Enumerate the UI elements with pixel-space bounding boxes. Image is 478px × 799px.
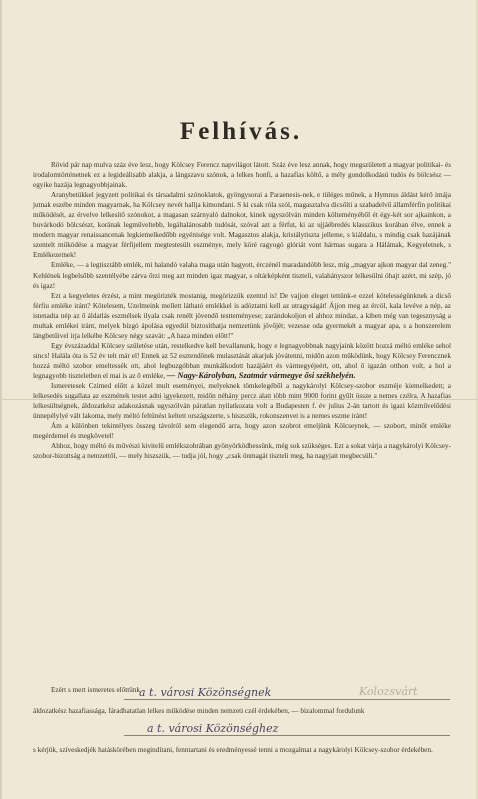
page-title: Felhívás. (179, 118, 303, 145)
paragraph-6: Ismeretesek Czimed előtt a közel mult eseményei, melyeknek tömkelegéből a nagykárolyi Kölcsey-szobor eszméje kiemelkedett; a lelkesedés sugallata az eszmének testet adni igyekezett, midőn néhány percz alatt több mint 9000 forint gyűlt össze a nemes czélra. A hazafias lelkesültségnek, áldozatkész adakozásnak ugyszólván páratlan nyilatkozata volt a Budapesten f. év julius 2-án tartott és igazi közművelődési ünnepélylyé vált lakoma, mely méltó feltünést keltett országszerte, s hiszszük, rokonszenvet is a nemes eszme iránt! (33, 382, 451, 421)
paragraph-7: Ám a különben tekintélyes összeg távolról sem elegendő arra, hogy azon szobrot emeljünk Kölcseynek, — szobort, minőt emléke megérdemel és megkövetel! (33, 422, 451, 441)
handwriting-addressee: a t. városi Közönséghez (147, 722, 279, 735)
handwriting-faint-city: Kolozsvárt (359, 685, 418, 698)
paragraph-2: Aranybetükkel jegyzett politikai és társadalmi szónoklatok, gyöngysorai a Paraenesis-nek, e tüléges műnek, a Hymnus áldást kérő imája jutnak eszébe minden magyarnak, ha Kölcsey nevét hallja kimondani. S ki csak róla szól, magasztalva dicsőíti a szabadelvű államférfin politikai működését, az érvelve lelkesítő szónokot, a magasan szárnyaló dalnokot, kinek ugyszólván minden költeményéből ét égy-két sor ajkainkon, a buvárkodó bölcsészt, korának legműveltebb, legáltalánosabb tudósát, szóval azt a férfut, ki az ujjáébredés klasszikus korában élve, ennek a modern magyar renaissancenak legkiemelkedőbb egyénisége volt. Magasztos alakja, kristálytiszta jelleme, s kiáldalu, s mindig csak hazájának szentelt működése a magyar férfijellem megtestesült eszménye, mely köré ragyogó glóriát vont hármas sugara a Hálámak, Kegyeletnek, s Emlékezetnek! (33, 191, 451, 260)
body-text (33, 160, 451, 461)
form-line-2-text: áldozatkész hazafiassága, fáradhatatlan lelkes működése minden nemzeti czél érdekében, — bizalommal fordulunk (33, 707, 365, 715)
form-line-3-underline (124, 735, 450, 736)
paragraph-3: Emléke, — a legtisztább emlék, mi halandó valaha maga után hagyott, érczénél maradandóbb lesz, míg „magyar ajkon magyar dal zeneg." Kehlének legbelsőbb szentélyébe zárva őrzi meg azt minden igaz magyar, s oltárképként tiszteli, valahányszor lelkesülni óhajt azért, mi szép, jó és igaz! (33, 261, 451, 290)
closing-text-block (33, 745, 451, 755)
paragraph-5-text: Egy évszázaddal Kölcsey születése után, restelkedve kell bevallanunk, hogy e legnagyobbnak nagyjaink között hozzá méltó emléke sehol sincs! Halála óta is 52 év telt már el! Ennek az 52 esztendőnek mulasztását akarjuk jóvátenni, midőn azon működünk, hogy Kölcsey Ferencznek hozzá méltó szobor emeltessék ott, ahol legbuzgóbban munkálkodott hazájáért és vármegyéjeért, ott, ahol ő igazán otthon volt, a hol a legnagyobb tiszteletben el mai is az ő emléke, (33, 341, 451, 380)
form-line-1-label: Ezért s mert ismeretes előttünk (51, 686, 141, 694)
paragraph-1: Rövid pár nap mulva száz éve lesz, hogy Kölcsey Ferencz napvilágot látott. Száz éve lesz annak, hogy megszületett a magyar politikai- és irodalomtörténetnek ez a legideálisabb alakja, a lángszavu szónok, a lelkes honfi, a hazafias költő, a mély gondolkodású tudós és bölcsész — egyike hazája legnagyobbjainak. (33, 161, 451, 190)
paragraph-5 (33, 341, 451, 381)
form-line-1-underline (124, 699, 450, 700)
paragraph-4: Ezt a kegyeletes érzést, a mint megörizték mostanig, megörizzük ezentul is! De vajjon eleget tettünk-e ezzel kötelességünknek a dicső férfiu emléke iránt? Kötelesem, Uzelmeink mellett látható emlékkel is adóztatni kell az utragyságát! Ájjon meg az ércöl, kala levéve a nép, az istenadta nép az ő áldatlás eszmélsek ilyala csak renélt jövendő testteményese; zarándokoljon el ahhoz mindaz, a kiben még van tegesznyság a multak emlékei iránt, melyek bízgó ápolása egyedül biztosíthatja nemzetünk jövőjét; vezesse oda gyermekét a magyar apa, s a honszerelem lángbetűivel írja lelkébe Kölcsey négy szavát: „A haza minden előtt!" (33, 291, 451, 340)
closing-text: s kérjük, szíveskedjék hatáskörében megindítani, fenntartani és eredményessé tenni a mozgalmat a nagykárolyi Kölcsey-szobor érdekében. (33, 746, 433, 754)
handwriting-recipient: a t. városi Közönségnek (139, 686, 272, 699)
form-line-2 (33, 706, 451, 716)
highlight-location: — Nagy-Károlyban, Szatmár vármegye ősi székhelyén. (166, 370, 356, 380)
paragraph-8: Ahhoz, hogy méltó és művészi kivitelű emlékszobrában gyönyörködhessünk, még sok szükséges. Ezt a sokat várja a nagykárolyi Kölcsey-szobor-bizottság a nemzettől, — mely hiszszük, — tudja jól, hogy „csak önmagát tiszteli meg, ha nagyjait megbecsüli." (33, 442, 451, 461)
